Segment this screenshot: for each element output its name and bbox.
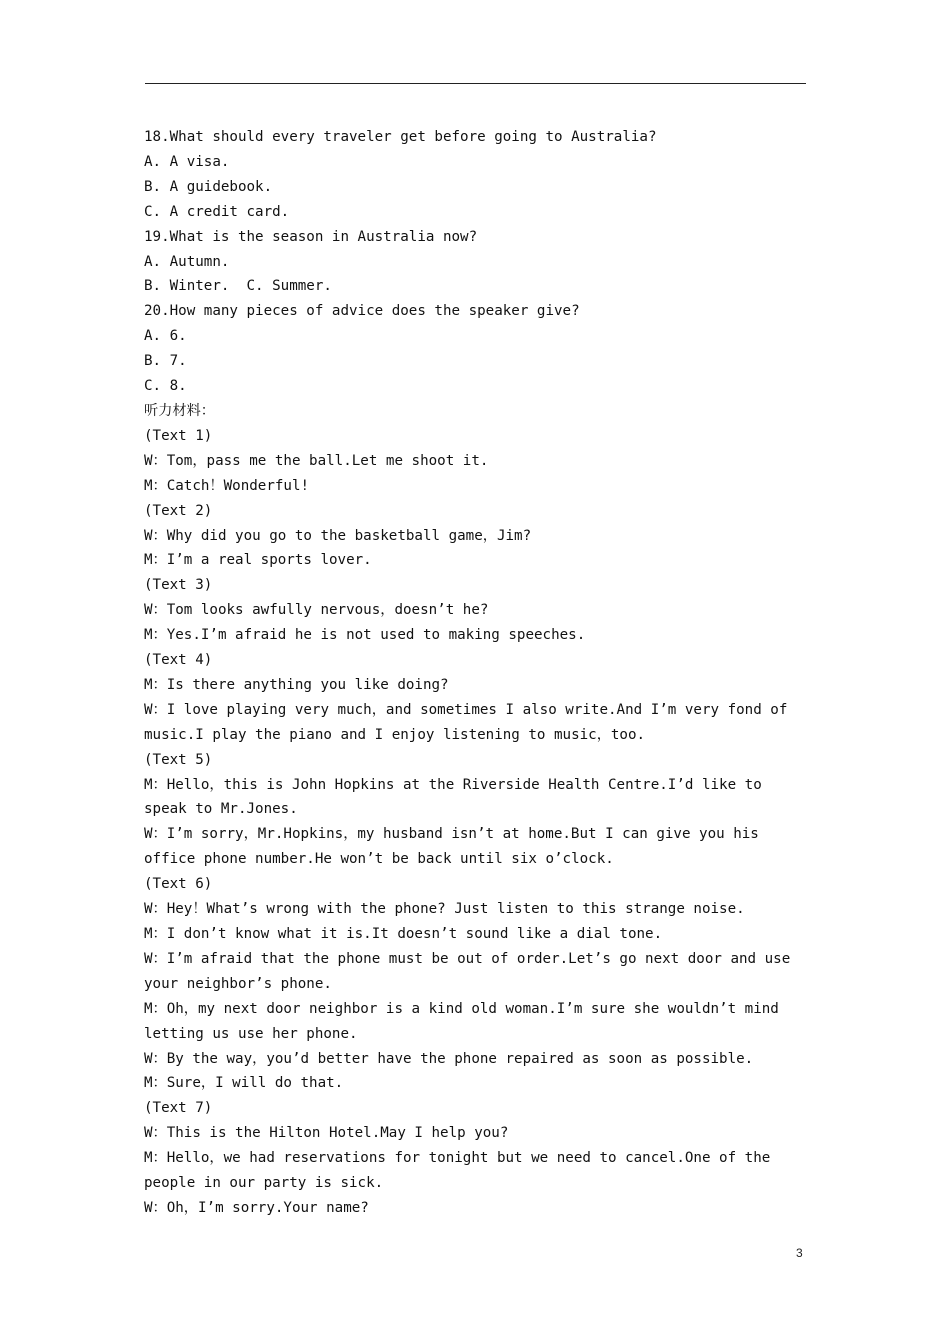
dialogue-line: M：Oh，my next door neighbor is a kind old woman.I’m sure she wouldn’t mind [144, 1000, 779, 1017]
option-c: C. 8. [144, 378, 187, 395]
question-19: 19.What is the season in Australia now? [144, 228, 478, 245]
dialogue-line: M：Hello，this is John Hopkins at the Riverside Health Centre.I’d like to [144, 776, 762, 793]
dialogue-line: W：I’m afraid that the phone must be out of order.Let’s go next door and use [144, 950, 791, 967]
dialogue-line: M：Hello，we had reservations for tonight but we need to cancel.One of the [144, 1150, 771, 1167]
dialogue-line: W：Tom looks awfully nervous，doesn’t he? [144, 602, 489, 619]
document-body [144, 125, 809, 1221]
dialogue-line: speak to Mr.Jones. [144, 801, 298, 818]
text-label: (Text 5) [144, 751, 213, 768]
option-c: C. A credit card. [144, 203, 290, 220]
dialogue-line: W：Tom，pass me the ball.Let me shoot it. [144, 452, 489, 469]
dialogue-line: W：Why did you go to the basketball game，Jim? [144, 527, 532, 544]
question-18: 18.What should every traveler get before going to Australia? [144, 129, 657, 145]
dialogue-line: W：By the way，you’d better have the phone repaired as soon as possible. [144, 1050, 754, 1067]
text-label: (Text 7) [144, 1100, 213, 1117]
question-20: 20.How many pieces of advice does the speaker give? [144, 303, 580, 320]
header-rule [145, 83, 806, 84]
dialogue-line: music.I play the piano and I enjoy listening to music，too. [144, 726, 646, 743]
dialogue-line: W：This is the Hilton Hotel.May I help you? [144, 1125, 509, 1142]
option-a: A. 6. [144, 328, 187, 345]
dialogue-line: W：I love playing very much，and sometimes I also write.And I’m very fond of [144, 701, 788, 718]
option-b: B. A guidebook. [144, 178, 273, 195]
dialogue-line: letting us use her phone. [144, 1025, 358, 1042]
text-label: (Text 2) [144, 502, 213, 519]
dialogue-line: W：Hey！What’s wrong with the phone? Just listen to this strange noise. [144, 901, 745, 918]
page-number: 3 [796, 1246, 803, 1260]
option-b: B. 7. [144, 353, 187, 370]
dialogue-line: M：Sure，I will do that. [144, 1075, 344, 1092]
text-label: (Text 4) [144, 652, 213, 669]
dialogue-line: W：Oh，I’m sorry.Your name? [144, 1199, 369, 1216]
dialogue-line: office phone number.He won’t be back until six o’clock. [144, 851, 614, 868]
text-label: (Text 3) [144, 577, 213, 594]
dialogue-line: your neighbor’s phone. [144, 975, 332, 992]
option-a: A. A visa. [144, 153, 230, 170]
dialogue-line: people in our party is sick. [144, 1175, 384, 1192]
text-label: (Text 6) [144, 876, 213, 893]
dialogue-line: W：I’m sorry，Mr.Hopkins，my husband isn’t at home.But I can give you his [144, 826, 759, 843]
option-b-c: B. Winter. C. Summer. [144, 278, 332, 295]
section-heading: 听力材料： [144, 402, 215, 419]
dialogue-line: M：I don’t know what it is.It doesn’t sound like a dial tone. [144, 926, 663, 942]
text-label: (Text 1) [144, 427, 213, 444]
option-a: A. Autumn. [144, 253, 230, 270]
dialogue-line: M：Is there anything you like doing? [144, 676, 449, 693]
dialogue-line: M：I’m a real sports lover. [144, 552, 372, 569]
dialogue-line: M：Catch！Wonderful! [144, 477, 310, 494]
dialogue-line: M：Yes.I’m afraid he is not used to making speeches. [144, 627, 586, 644]
